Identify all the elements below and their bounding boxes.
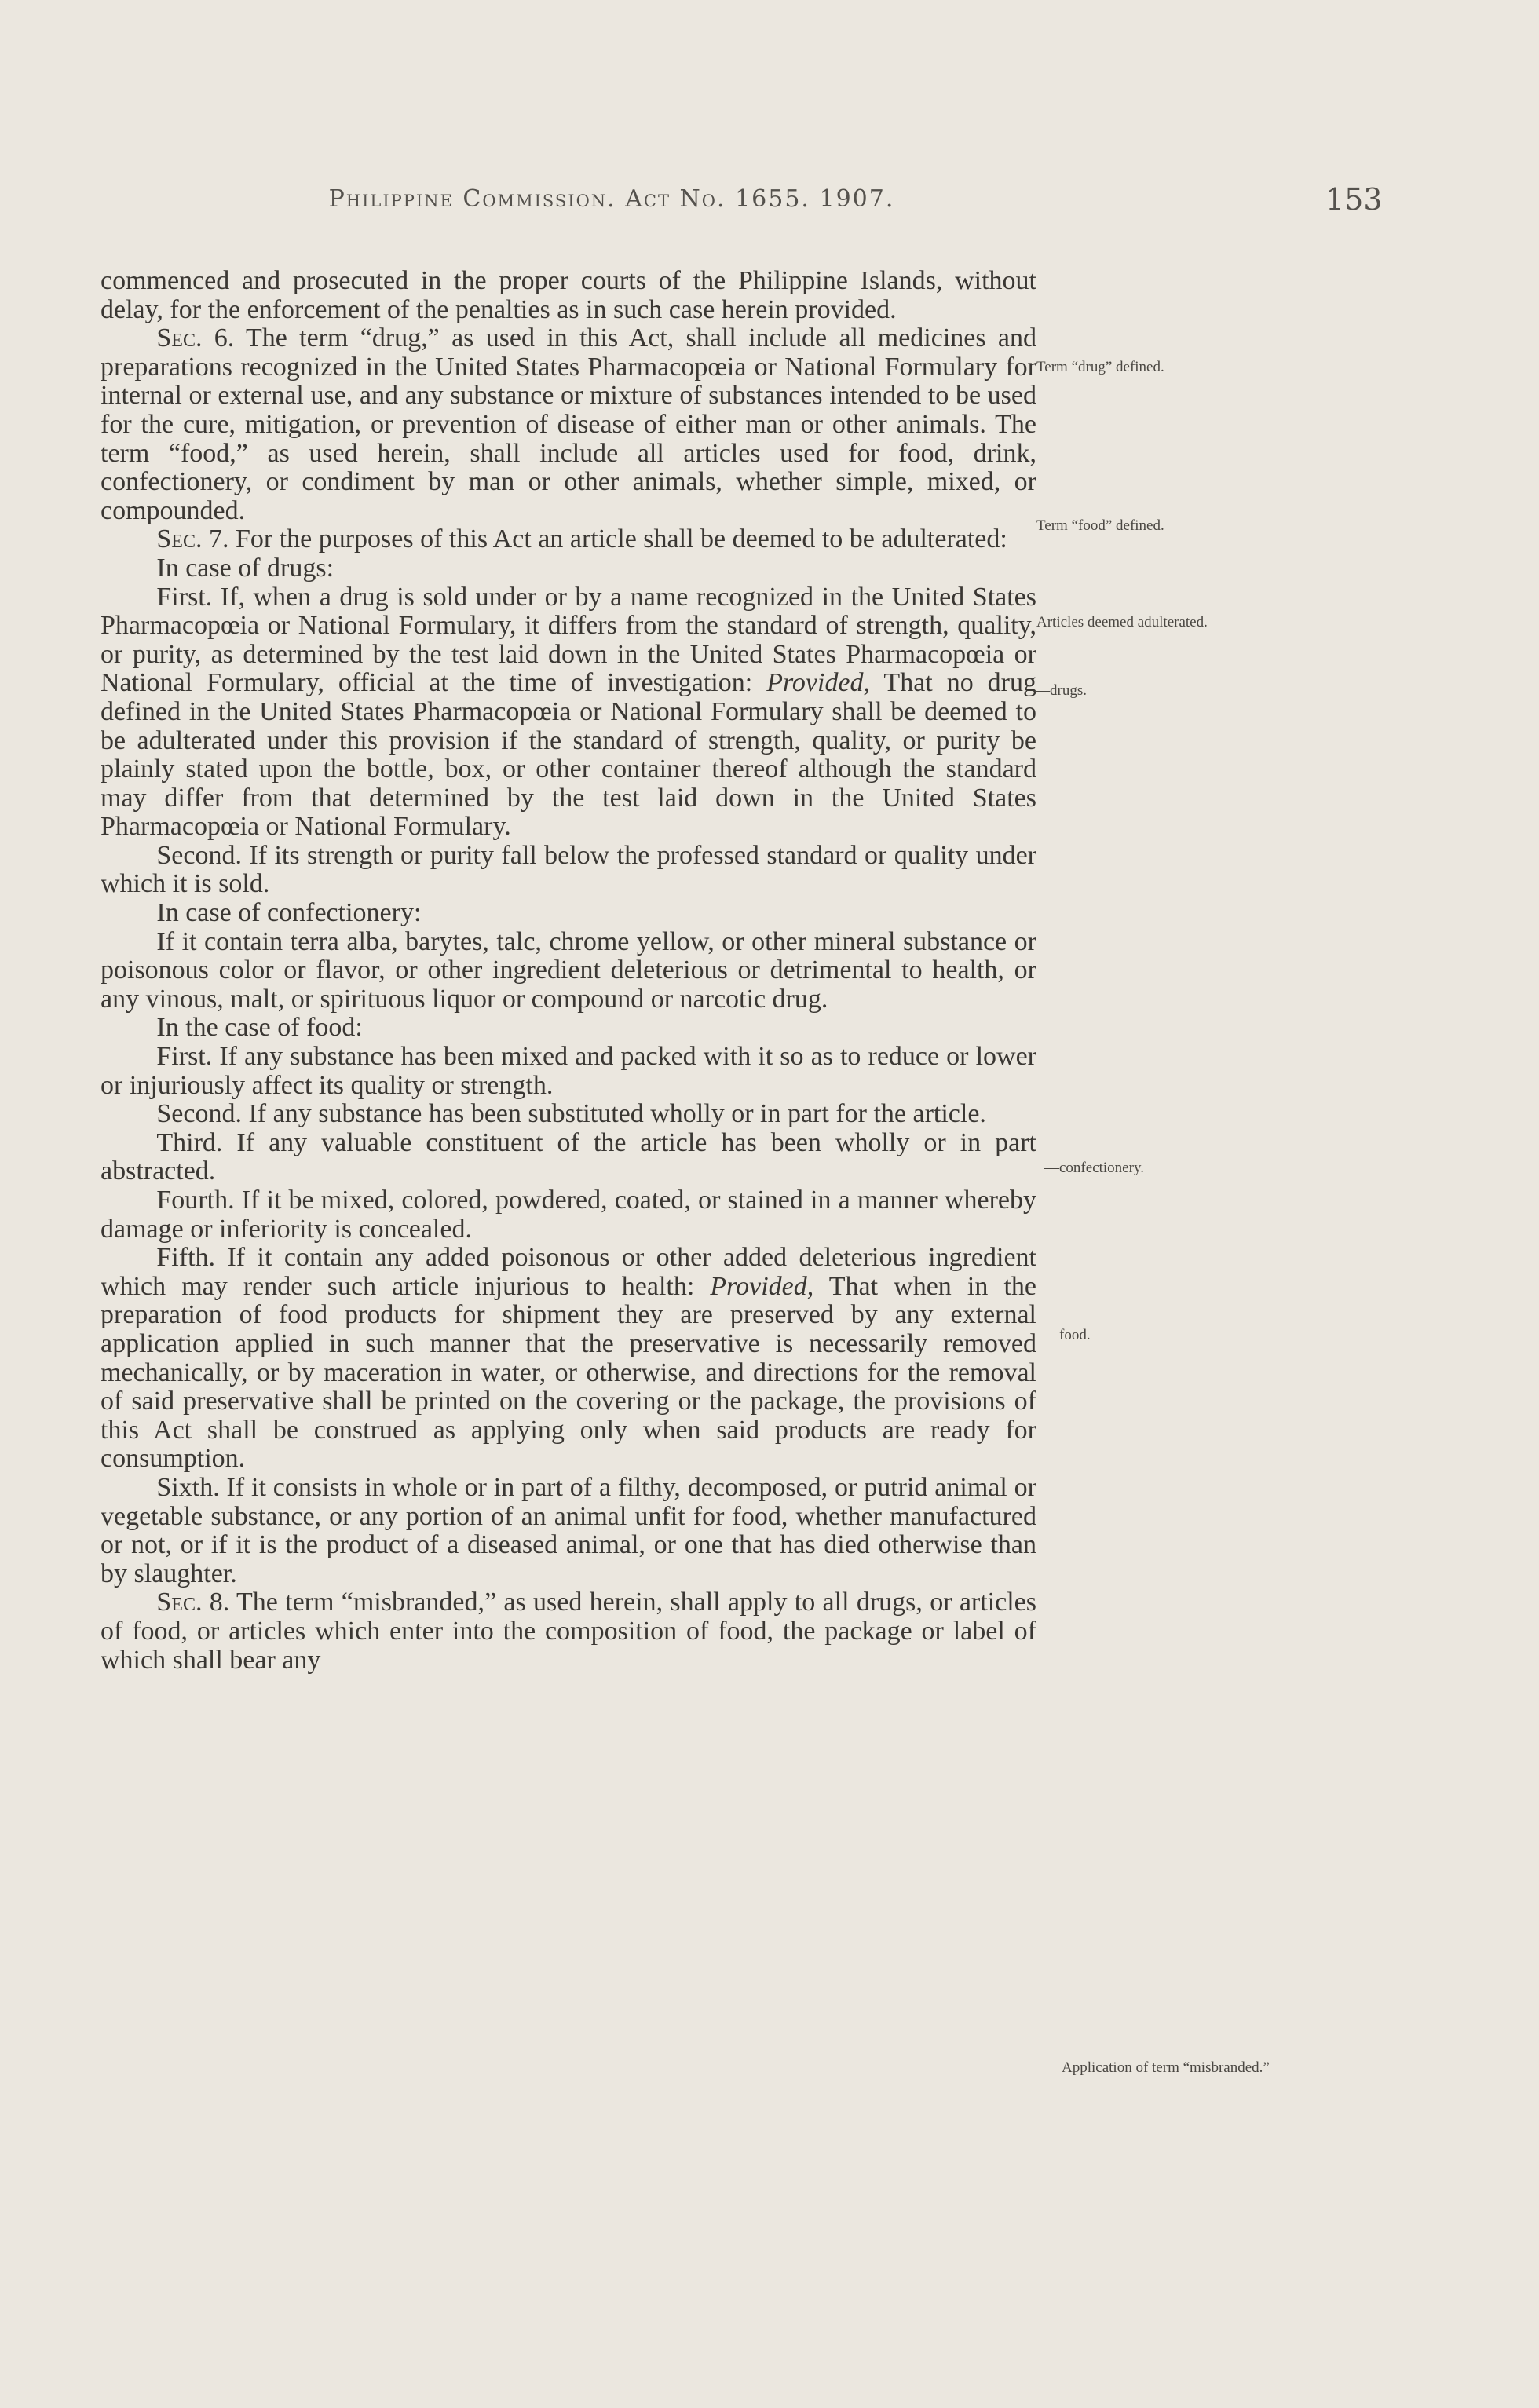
paragraph-confectionery-heading: In case of confectionery: — [156, 898, 422, 928]
paragraph-confectionery: If it contain terra alba, barytes, talc, chrome yellow, or other mineral substance or poisonous color or flavor, or other ingredient deleterious or detrimental to health, or any vinous, malt, or spirituous liquor or compound or narcotic drug. — [101, 926, 1036, 1014]
margin-note-food: —food. — [1044, 1327, 1091, 1343]
running-header — [203, 185, 1021, 213]
margin-note-drugs: —drugs. — [1035, 682, 1087, 699]
paragraph-food-first: First. If any substance has been mixed and packed with it so as to reduce or lower or injuriously affect its quality or strength. — [101, 1042, 1036, 1100]
body-text — [101, 267, 1036, 1675]
paragraph-food-fifth: Fifth. If it contain any added poisonous or other added deleterious ingredient which may render such article injurious to health: Provided, That when in the preparation of food products for shipment they are preserved by any external application applied in such manner that the preservative is necessarily removed mechanically, or by maceration in water, or otherwise, and directions for the removal of said preservative shall be printed on the covering or the package, the provisions of this Act shall be construed as applying only when said products are ready for consumption. — [101, 1243, 1036, 1474]
paragraph-food-fourth: Fourth. If it be mixed, colored, powdered, coated, or stained in a manner whereby damage or inferiority is concealed. — [101, 1186, 1036, 1244]
paragraph-food-heading: In the case of food: — [156, 1013, 363, 1043]
paragraph-food-second: Second. If any substance has been substituted wholly or in part for the article. — [156, 1099, 986, 1129]
paragraph-drugs-heading: In case of drugs: — [156, 553, 334, 583]
margin-note-confectionery: —confectionery. — [1044, 1160, 1144, 1176]
paragraph-sec-6: Sec. 6. The term “drug,” as used in this Act, shall include all medicines and preparations recognized in the United States Pharmacopœia or National Formulary for internal or external use, and any substance or mixture of substances intended to be used for the cure, mitigation, or prevention of disease of either man or other animals. The term “food,” as used herein, shall include all articles used for food, drink, confectionery, or condiment by man or other animals, whether simple, mixed, or compounded. — [101, 323, 1036, 525]
page-number: 153 — [1325, 182, 1383, 217]
margin-note-misbranded: Application of term “misbranded.” — [1062, 2059, 1270, 2076]
paragraph-sec-7: Sec. 7. For the purposes of this Act an article shall be deemed to be adulterated: — [156, 524, 1007, 554]
paragraph-sec-8: Sec. 8. The term “misbranded,” as used herein, shall apply to all drugs, or articles of food, or articles which enter into the composition of food, the package or label of which shall bear any — [101, 1588, 1036, 1675]
margin-note-drug-defined: Term “drug” defined. — [1036, 359, 1164, 375]
running-title: Philippine Commission. Act No. 1655. 1907. — [328, 185, 895, 213]
paragraph-food-sixth: Sixth. If it consists in whole or in part of a filthy, decomposed, or putrid animal or vegetable substance, or any portion of an animal unfit for food, whether manufactured or not, or if it is the product of a diseased animal, or one that has died otherwise than by slaughter. — [101, 1472, 1036, 1588]
margin-note-food-defined: Term “food” defined. — [1036, 517, 1164, 534]
margin-note-adulterated: Articles deemed adulterated. — [1036, 614, 1208, 630]
paragraph-continuation: commenced and prosecuted in the proper courts of the Philippine Islands, without delay, for the enforcement of the penalties as in such case herein provided. — [101, 266, 1036, 324]
paragraph-drugs-second: Second. If its strength or purity fall below the professed standard or quality under which it is sold. — [101, 840, 1036, 899]
paragraph-food-third: Third. If any valuable constituent of the article has been wholly or in part abstracted. — [101, 1127, 1036, 1186]
paragraph-drugs-first: First. If, when a drug is sold under or by a name recognized in the United States Pharmacopœia or National Formulary, it differs from the standard of strength, quality, or purity, as determined by the test laid down in the United States Pharmacopœia or National Formulary, official at the time of investigation: Provided, That no drug defined in the United States Pharmacopœia or National Formulary shall be deemed to be adulterated under this provision if the standard of strength, quality, or purity be plainly stated upon the bottle, box, or other container thereof although the standard may differ from that determined by the test laid down in the United States Pharmacopœia or National Formulary. — [101, 582, 1037, 842]
